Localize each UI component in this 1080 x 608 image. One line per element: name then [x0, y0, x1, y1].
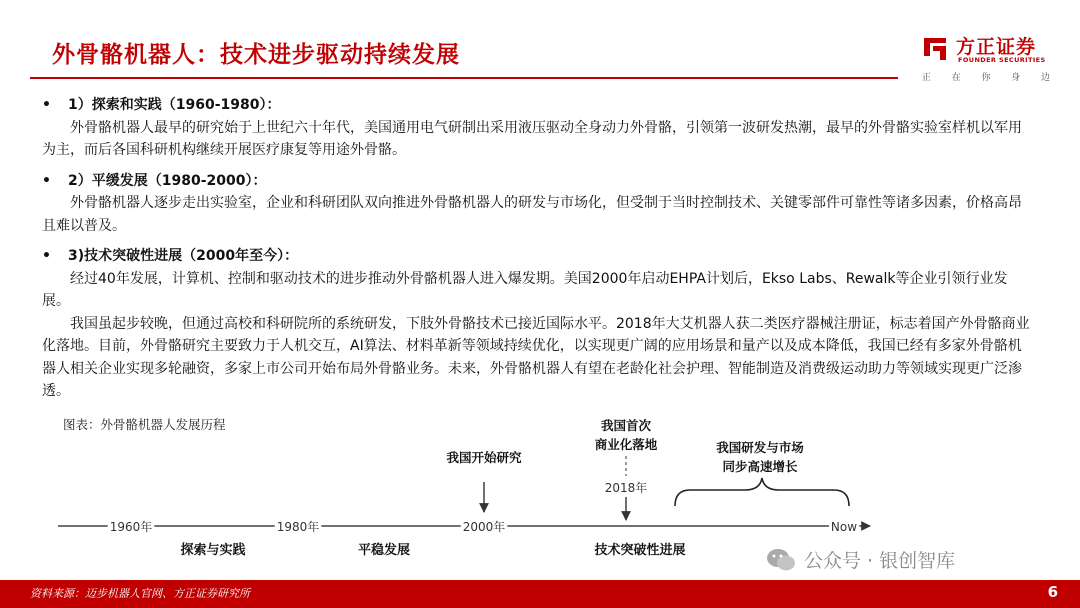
- tick-label-1960: 1960年: [109, 520, 153, 534]
- section-paragraph: 外骨骼机器人最早的研究始于上世纪六十年代，美国通用电气研制出采用液压驱动全身动力外骨骼，引领第一波研发热潮，最早的外骨骼实验室样机以军用为主，而后各国科研机构继续开展医疗康复等用途外骨骼。: [42, 119, 1022, 158]
- source-note: 资料来源：迈步机器人官网、方正证券研究所: [30, 587, 250, 600]
- section-paragraph: 经过40年发展，计算机、控制和驱动技术的进步推动外骨骼机器人进入爆发期。美国2000年启动EHPA计划后，Ekso Labs、Rewalk等企业引领行业发展。: [42, 270, 1008, 309]
- section-heading: 3)技术突破性进展（2000年至今）：: [68, 248, 299, 264]
- tick-label-2000: 2000年: [462, 520, 506, 534]
- logo-english: FOUNDER SECURITIES: [958, 56, 1046, 64]
- page-number: 6: [1047, 583, 1058, 601]
- bullet-marker: •: [42, 172, 51, 189]
- watermark: [766, 546, 955, 573]
- page-title: 外骨骼机器人：技术进步驱动持续发展: [52, 42, 460, 68]
- wechat-icon: [766, 547, 796, 573]
- logo-name: 方正证券: [956, 36, 1037, 58]
- tick-label-1980: 1980年: [276, 520, 320, 534]
- event-commercial-year: 2018年: [604, 481, 648, 495]
- phase-breakthrough: 技术突破性进展: [594, 543, 686, 558]
- slogan-char: 边: [1040, 73, 1050, 83]
- watermark-text: 公众号 · 银创智库: [804, 550, 956, 572]
- growth-brace: [675, 478, 849, 506]
- section-paragraph: 我国虽起步较晚，但通过高校和科研院所的系统研发，下肢外骨骼技术已接近国际水平。2018年大艾机器人获二类医疗器械注册证，标志着国产外骨骼商业化落地。目前，外骨骼研究主要致力于人机交互，AI算法、材料革新等领域持续优化，以实现更广阔的应用场景和量产以及成本降低，我国已经有多家外骨骼机器人相关企业实现多轮融资，多家上市公司开始布局外骨骼业务。未来，外骨骼机器人有望在老龄化社会护理、智能制造及消费级运动助力等领域实现更广泛渗透。: [42, 315, 1030, 399]
- event-commercial-line2: 商业化落地: [594, 437, 658, 452]
- event-growth-line1: 我国研发与市场: [716, 440, 804, 455]
- event-growth-line2: 同步高速增长: [722, 459, 798, 474]
- section-heading: 1）探索和实践（1960-1980）：: [68, 97, 281, 113]
- event-start-research: 我国开始研究: [446, 450, 522, 465]
- section-paragraph: 外骨骼机器人逐步走出实验室，企业和科研团队双向推进外骨骼机器人的研发与市场化，但受制于当时控制技术、关键零部件可靠性等诸多因素，价格高昂且难以普及。: [42, 195, 1022, 234]
- event-commercial-line1: 我国首次: [600, 418, 652, 433]
- phase-steady: 平稳发展: [357, 543, 411, 558]
- section-heading: 2）平缓发展（1980-2000）：: [68, 172, 267, 189]
- tick-label-now: Now: [830, 520, 858, 534]
- slogan-char: 在: [951, 73, 961, 83]
- slogan-char: 正: [922, 73, 932, 83]
- bullet-marker: •: [42, 97, 51, 113]
- phase-exploration: 探索与实践: [180, 543, 246, 558]
- figure-label: 图表：外骨骼机器人发展历程: [63, 417, 226, 432]
- slogan-char: 你: [981, 73, 991, 83]
- slogan-char: 身: [1011, 73, 1021, 83]
- bullet-marker: •: [42, 248, 51, 264]
